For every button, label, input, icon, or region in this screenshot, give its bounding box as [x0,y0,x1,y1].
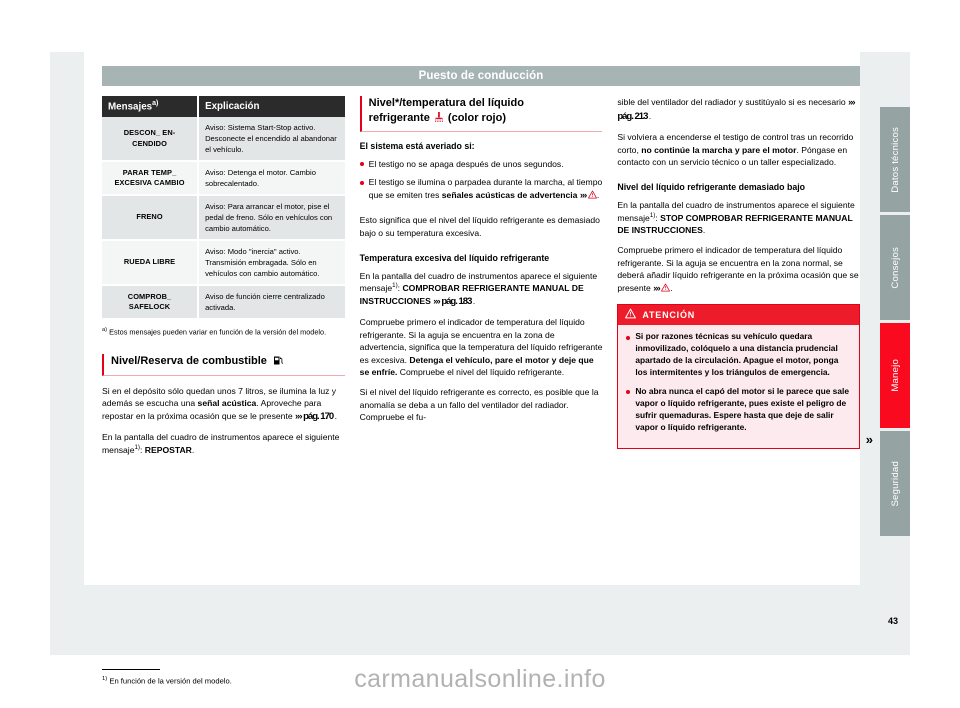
sidebar-tab-consejos[interactable] [880,215,910,320]
right-p1-page-ref[interactable]: ››› pág. 213 [617,97,855,122]
right-p4-ref[interactable]: ››› [653,282,660,294]
fuel-p2-end: . [191,444,195,455]
coolant-p2-message: COMPROBAR REFRIGERANTE MANUAL DE INSTRUCCIONES [359,283,584,306]
coolant-subhead-1: El sistema está averiado si: [359,141,475,152]
fuel-p2-b: : [140,444,145,455]
warning-box-title: ATENCIÓN [642,309,696,320]
sidebar-tab-manejo[interactable] [880,323,910,428]
column-left [102,96,345,596]
right-p4-end: . [670,282,673,293]
warning-box [617,304,872,448]
column-middle [360,96,603,596]
coolant-heading-line2-b: (color rojo) [444,111,506,124]
warning-triangle-icon [588,189,600,202]
table-cell-key: DESCON_ EN-CENDIDO [102,117,199,162]
fuel-p1-end: . [334,410,338,421]
coolant-p2-end: . [472,295,476,306]
table-footnote-text: Estos mensajes pueden variar en función de la versión del modelo. [109,327,327,337]
table-cell-key: PARAR TEMP_ EXCESIVA CAMBIO [102,162,199,196]
content-area [102,96,872,596]
table-row [102,117,345,162]
right-paragraph-4 [617,244,860,295]
table-cell-value: Aviso: Sistema Start-Stop activo. Desconecte el encendido al abandonar el vehículo. [199,117,345,162]
warning-triangle-icon [661,282,673,295]
messages-table [102,96,345,320]
coolant-p2-a: En la pantalla del cuadro de instrumentos aparece el siguiente mensaje [359,270,598,294]
table-footnote [102,326,345,338]
table-row [102,241,345,286]
sidebar-tab-label: Datos técnicos [889,126,901,193]
coolant-bullet-2 [360,176,603,202]
fuel-section-heading [102,354,345,376]
sidebar-tab-seguridad[interactable] [880,431,910,536]
right-subhead-1: Nivel del líquido refrigerante demasiado bajo [617,182,806,193]
watermark: carmanualsonline.info [354,665,606,693]
coolant-heading-line2-a: refrigerante [368,111,433,124]
coolant-temp-icon [433,111,445,128]
fuel-p2-superscript: 1) [134,443,140,451]
coolant-p3-bold: Detenga el vehículo, pare el motor y deje que se enfríe. [359,354,594,377]
header-superscript-a: a) [152,100,159,107]
table-cell-key: FRENO [102,196,199,241]
warning-bullet-1: Si por razones técnicas su vehículo quedara inmovilizado, colóquelo a una distancia prudencial apartado de la circulación. Apague el motor, ponga los intermitentes y los triángulos de emergencia. [626,331,851,379]
sidebar-tab-datos-tecnicos[interactable] [880,107,910,212]
fuel-p2-a: En la pantalla del cuadro de instrumentos aparece el siguiente mensaje [102,432,340,455]
page-title: Puesto de conducción [418,70,544,82]
table-col-header-explicacion: Explicación [199,96,345,117]
coolant-paragraph-1: Esto significa que el nivel del líquido refrigerante es demasiado bajo o su temperatura excesiva. [359,215,600,238]
fuel-pump-icon [273,355,284,371]
fuel-p1-bold: señal acústica [197,398,257,409]
table-row [102,286,345,320]
coolant-bullet2-bold: señales acústicas de advertencia [441,189,578,200]
fuel-p2-message: REPOSTAR [144,444,192,455]
table-cell-value: Aviso: Para arrancar el motor, pise el pedal de freno. Sólo en vehículos con cambio automático. [199,196,345,241]
coolant-section-heading [360,96,603,132]
coolant-p2-page-ref[interactable]: ››› pág. 183 [433,295,472,307]
table-body [102,117,345,320]
warning-box-body [618,325,872,447]
right-p3-b: : [655,212,661,223]
table-row [102,196,345,241]
fuel-paragraph-1 [102,385,345,423]
footnote-marker: 1) [102,676,108,683]
page-number: 43 [887,616,898,626]
section-tab-strip [880,52,910,655]
right-p1-a: sible del ventilador del radiador y sustitúyalo si es necesario [617,97,849,107]
continue-arrow-icon: » [865,431,872,447]
warning-bullet-2: No abra nunca el capó del motor si le parece que sale vapor o líquido refrigerante, pues existe el peligro de sufrir quemaduras. Espere hasta que deje de salir vapor o líquido refrigerante. [626,386,851,434]
table-row [102,162,345,196]
fuel-paragraph-2 [102,431,345,456]
right-paragraph-3 [617,199,860,236]
table-header-row [102,96,345,117]
fuel-p1-a: Si en el depósito sólo quedan unos 7 litros, se ilumina la luz y además se escucha una [102,385,337,409]
right-p1-end: . [648,110,652,121]
warning-box-header [618,305,859,325]
column-right [617,96,872,596]
coolant-paragraph-2 [360,270,603,308]
sidebar-tab-label: Seguridad [889,460,901,507]
table-head [102,96,345,117]
table-cell-key: RUEDA LIBRE [102,241,199,286]
page-header-band [102,66,860,86]
coolant-subhead-2: Temperatura excesiva del líquido refrigerante [359,253,550,264]
right-paragraph-2 [617,131,860,168]
coolant-p3-a: Compruebe primero el indicador de temperatura del líquido refrigerante. Si la aguja se encuentra en la zona de advertencia, significa que la temperatura del líquido refrigerante es excesiva. [359,317,603,365]
fuel-section-heading-text: Nivel/Reserva de combustible [111,355,267,368]
table-cell-value: Aviso de función cierre centralizado activada. [199,286,345,320]
right-p4-a: Compruebe primero el indicador de temperatura del líquido refrigerante. Si la aguja se encuentra en la zona normal, se deberá añadir líquido refrigerante en la próxima ocasión que se presente [617,245,859,293]
right-p3-a: En la pantalla del cuadro de instrumentos aparece el siguiente mensaje [617,200,855,223]
coolant-bullet2-ref[interactable]: ››› [579,189,587,201]
right-p3-superscript: 1) [649,211,656,219]
warning-triangle-icon [625,308,636,321]
right-p3-end: . [702,225,706,236]
right-p2-a: Si volviera a encenderse el testigo de control tras un recorrido corto, [617,132,854,155]
sidebar-tab-label: Manejo [889,359,901,392]
right-p2-bold: no continúe la marcha y pare el motor [641,144,797,155]
right-p3-message: STOP COMPROBAR REFRIGERANTE MANUAL DE INSTRUCCIONES [617,212,853,236]
coolant-p2-b: : [397,283,403,294]
sidebar-tab-label: Consejos [889,246,901,289]
table-col-header-mensajes: Mensajes$^{a)}$ [102,96,199,117]
footnote-text: En función de la versión del modelo. [109,677,232,686]
fuel-p1-c: . Aproveche para repostar en la próxima ocasión que se le presente [102,398,322,421]
table-footnote-marker: a) [102,327,108,334]
coolant-p3-c: Compruebe el nivel del líquido refrigerante. [397,366,565,377]
coolant-bullet-1: El testigo no se apaga después de unos segundos. [360,158,603,170]
table-cell-key: COMPROB_ SAFELOCK [102,286,199,320]
coolant-paragraph-3 [360,316,603,378]
table-cell-value: Aviso: Detenga el motor. Cambio sobrecalentado. [199,162,345,196]
table-cell-value: Aviso: Modo "inercia" activo. Transmisión embragada. Sólo en vehículos con cambio automático. [199,241,345,286]
right-paragraph-1 [617,96,860,123]
coolant-bullet2-a: El testigo se ilumina o parpadea durante la marcha, al tiempo que se emiten tres [368,177,603,200]
coolant-p2-superscript: 1) [392,282,398,290]
coolant-bullet2-end: . [596,189,600,200]
right-p2-c: . Póngase en contacto con un servicio técnico o un taller especializado. [617,144,848,168]
coolant-heading-line1: Nivel*/temperatura del líquido [368,97,524,109]
fuel-p1-page-ref[interactable]: ››› pág. 170 [295,410,334,422]
coolant-paragraph-4: Si el nivel del líquido refrigerante es correcto, es posible que la anomalía se deba a un fallo del ventilador del radiador. Compruebe el fu- [359,387,599,422]
